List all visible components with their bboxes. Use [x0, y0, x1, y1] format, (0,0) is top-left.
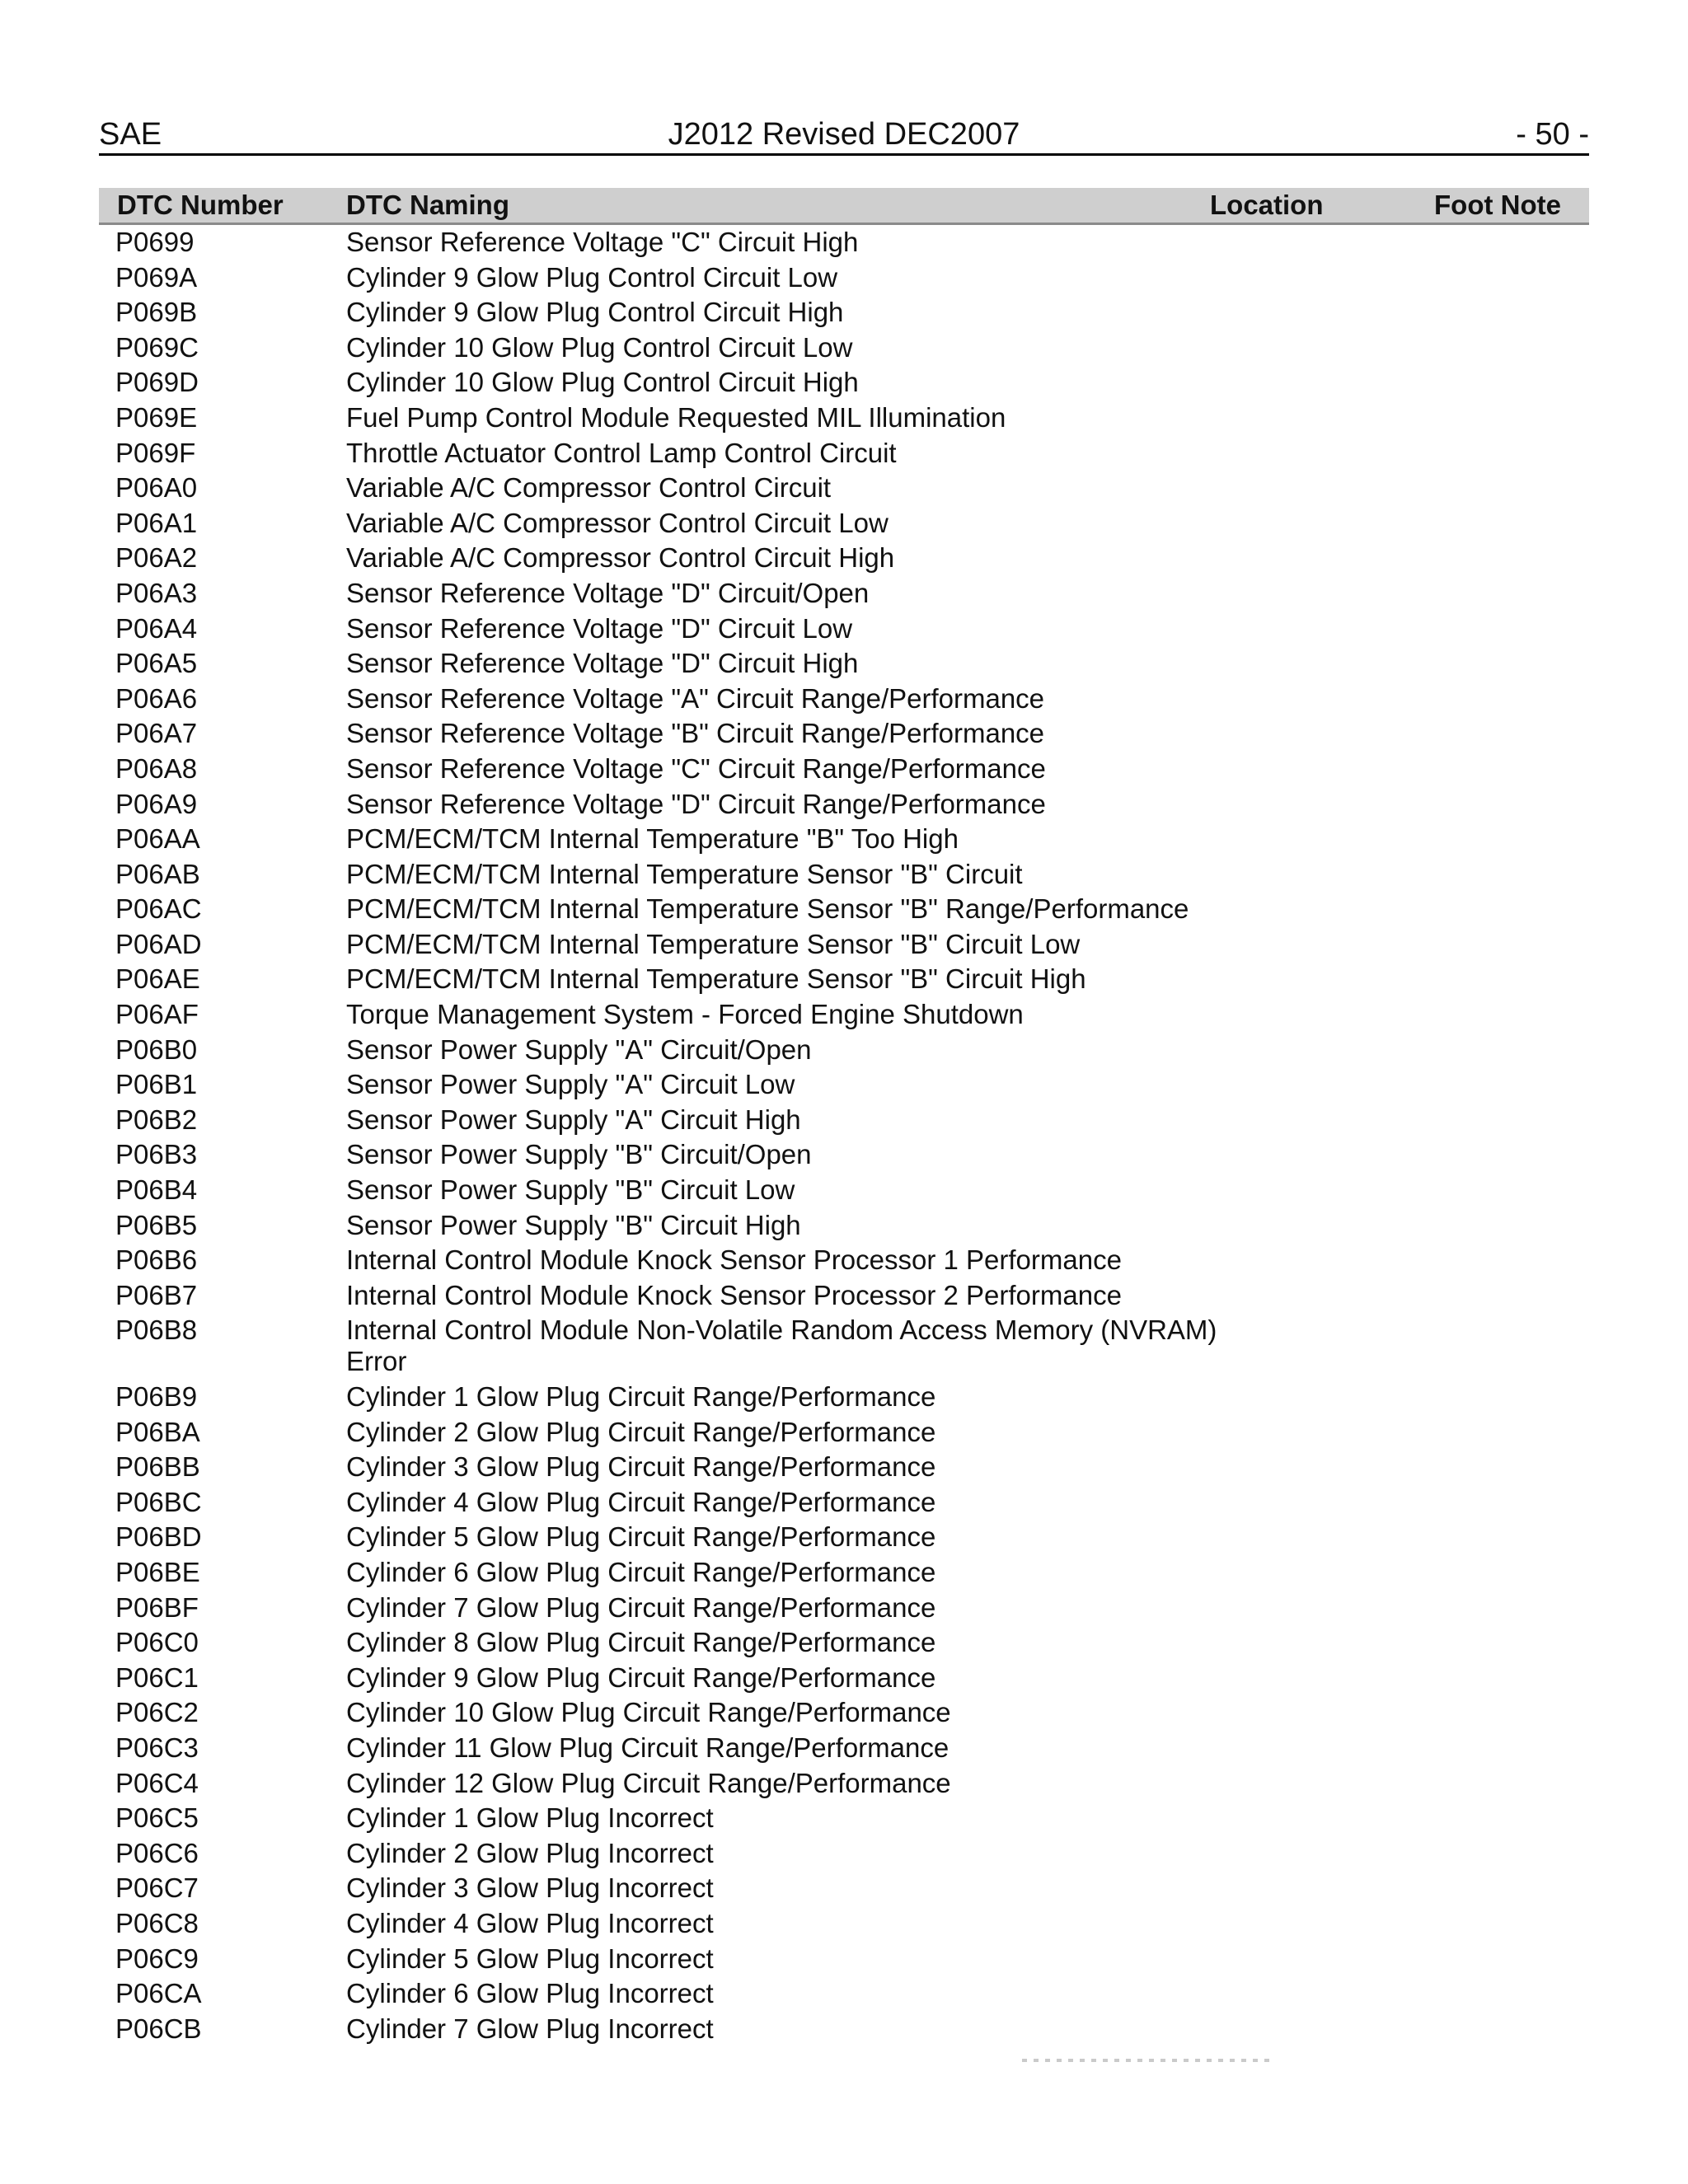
table-row [99, 962, 1589, 997]
dtc-number-cell: P06A9 [115, 788, 198, 819]
dtc-number-cell: P069C [115, 331, 199, 363]
table-row [99, 927, 1589, 963]
dtc-naming-cell: Sensor Reference Voltage "C" Circuit High [346, 227, 859, 257]
table-row [99, 225, 1589, 260]
dtc-number-cell: P06B5 [115, 1209, 198, 1240]
table-row [99, 716, 1589, 752]
table-row [99, 471, 1589, 506]
dtc-naming-cell: Cylinder 4 Glow Plug Circuit Range/Performance [346, 1486, 936, 1517]
dtc-number-cell: P069E [115, 401, 198, 433]
table-row [99, 892, 1589, 927]
table-row [99, 1695, 1589, 1731]
dtc-naming-cell: Cylinder 10 Glow Plug Control Circuit Low [346, 331, 853, 363]
table-row [99, 1766, 1589, 1802]
table-row [99, 822, 1589, 857]
table-row [99, 1520, 1589, 1555]
dtc-number-cell: P069A [115, 261, 198, 293]
dtc-number-cell: P069F [115, 437, 196, 468]
table-row [99, 401, 1589, 436]
table-row [99, 330, 1589, 366]
dtc-naming-cell: Sensor Power Supply "B" Circuit High [346, 1209, 801, 1240]
dtc-naming-cell: Fuel Pump Control Module Requested MIL Illumination [346, 401, 1006, 433]
dtc-naming-cell: PCM/ECM/TCM Internal Temperature Sensor "B" Circuit High [346, 963, 1086, 995]
dtc-number-cell: P06B8 [115, 1315, 198, 1346]
dtc-naming-cell: Cylinder 5 Glow Plug Circuit Range/Performance [346, 1521, 936, 1553]
dtc-number-cell: P06CA [115, 1978, 202, 2009]
dtc-naming-cell: Cylinder 2 Glow Plug Incorrect [346, 1837, 714, 1868]
dtc-naming-cell: Cylinder 7 Glow Plug Incorrect [346, 2013, 714, 2044]
column-header-location: Location [1210, 190, 1324, 220]
dtc-naming-cell: Cylinder 4 Glow Plug Incorrect [346, 1907, 714, 1938]
dtc-naming-cell: Cylinder 10 Glow Plug Circuit Range/Performance [346, 1697, 951, 1728]
dtc-number-cell: P06A8 [115, 752, 198, 784]
dtc-number-cell: P06BB [115, 1451, 200, 1483]
dtc-naming-cell: Torque Management System - Forced Engine Shutdown [346, 999, 1024, 1030]
table-row [99, 1836, 1589, 1872]
header-doc-title: J2012 Revised DEC2007 [668, 117, 1020, 152]
dtc-number-cell: P06C8 [115, 1907, 199, 1938]
table-row [99, 1906, 1589, 1942]
table-row [99, 576, 1589, 612]
dtc-number-cell: P06A3 [115, 577, 198, 608]
table-row [99, 1942, 1589, 1977]
table-row [99, 1871, 1589, 1906]
dtc-number-cell: P06A1 [115, 507, 198, 538]
table-row [99, 1801, 1589, 1836]
dtc-number-cell: P069B [115, 297, 198, 328]
dtc-naming-cell: Sensor Power Supply "B" Circuit Low [346, 1174, 795, 1206]
dtc-naming-cell: Internal Control Module Knock Sensor Processor 2 Performance [346, 1279, 1122, 1310]
dtc-number-cell: P06A2 [115, 542, 198, 574]
table-row [99, 1976, 1589, 2012]
dtc-number-cell: P06C4 [115, 1767, 199, 1798]
table-row [99, 1208, 1589, 1244]
dtc-naming-cell: Cylinder 3 Glow Plug Incorrect [346, 1872, 714, 1904]
table-row [99, 1450, 1589, 1485]
dtc-naming-cell: PCM/ECM/TCM Internal Temperature "B" Too High [346, 823, 959, 855]
dtc-naming-cell: Variable A/C Compressor Control Circuit [346, 472, 832, 504]
table-row [99, 1661, 1589, 1696]
table-row [99, 506, 1589, 541]
dtc-number-cell: P06B6 [115, 1244, 198, 1276]
dtc-number-cell: P06C0 [115, 1627, 199, 1658]
dtc-naming-cell: PCM/ECM/TCM Internal Temperature Sensor "B" Circuit Low [346, 928, 1081, 959]
dtc-table-body [99, 225, 1589, 2046]
table-row [99, 1415, 1589, 1451]
dtc-number-cell: P06C1 [115, 1661, 199, 1693]
dtc-naming-cell: Internal Control Module Non-Volatile Random Access Memory (NVRAM) Error [346, 1315, 1217, 1377]
dtc-naming-cell: Variable A/C Compressor Control Circuit Low [346, 507, 889, 538]
dtc-number-cell: P06C3 [115, 1732, 199, 1763]
table-row [99, 1625, 1589, 1661]
dtc-number-cell: P06CB [115, 2013, 202, 2044]
table-row [99, 857, 1589, 893]
dtc-naming-cell: Variable A/C Compressor Control Circuit High [346, 542, 895, 574]
dtc-naming-cell: PCM/ECM/TCM Internal Temperature Sensor "B" Circuit [346, 858, 1023, 889]
dtc-number-cell: P06C6 [115, 1837, 199, 1868]
dtc-naming-cell: Cylinder 1 Glow Plug Incorrect [346, 1802, 714, 1834]
table-row [99, 365, 1589, 401]
dtc-number-cell: P06A4 [115, 612, 198, 644]
dtc-number-cell: P06B1 [115, 1069, 198, 1100]
column-header-dtc-naming: DTC Naming [346, 190, 509, 220]
column-header-foot-note: Foot Note [1434, 190, 1561, 220]
dtc-number-cell: P06BA [115, 1416, 200, 1447]
dtc-number-cell: P06C2 [115, 1697, 199, 1728]
dtc-number-cell: P06BC [115, 1486, 202, 1517]
dtc-number-cell: P06C5 [115, 1802, 199, 1834]
dtc-naming-cell: Cylinder 2 Glow Plug Circuit Range/Performance [346, 1416, 936, 1447]
dtc-number-cell: P06AC [115, 893, 202, 925]
dtc-naming-cell: Cylinder 3 Glow Plug Circuit Range/Performance [346, 1451, 936, 1483]
dtc-naming-cell: Sensor Reference Voltage "D" Circuit Range/Performance [346, 788, 1046, 819]
table-row [99, 1313, 1589, 1380]
dtc-number-cell: P06A7 [115, 718, 198, 749]
dtc-naming-cell: Sensor Reference Voltage "A" Circuit Range/Performance [346, 682, 1045, 714]
dtc-naming-cell: Cylinder 9 Glow Plug Control Circuit High [346, 297, 844, 328]
table-row [99, 1731, 1589, 1766]
header-page-number: - 50 - [1516, 117, 1589, 152]
dtc-number-cell: P06BE [115, 1556, 200, 1587]
dtc-naming-cell: Internal Control Module Knock Sensor Processor 1 Performance [346, 1244, 1122, 1276]
dtc-number-cell: P06AA [115, 823, 200, 855]
table-row [99, 997, 1589, 1033]
dtc-number-cell: P06AF [115, 999, 199, 1030]
table-row [99, 260, 1589, 296]
table-row [99, 1033, 1589, 1068]
dtc-naming-cell: Sensor Reference Voltage "D" Circuit/Open [346, 577, 870, 608]
dtc-number-cell: P0699 [115, 227, 195, 257]
dtc-number-cell: P06B9 [115, 1381, 198, 1412]
table-row [99, 646, 1589, 682]
dtc-naming-cell: Cylinder 9 Glow Plug Control Circuit Low [346, 261, 838, 293]
page-header [99, 115, 1589, 156]
dtc-naming-cell: Sensor Reference Voltage "D" Circuit High [346, 648, 859, 679]
dtc-naming-cell: Sensor Power Supply "A" Circuit/Open [346, 1033, 812, 1065]
table-row [99, 1137, 1589, 1173]
table-row [99, 436, 1589, 471]
dtc-naming-cell: Sensor Power Supply "A" Circuit High [346, 1104, 801, 1135]
dtc-naming-cell: Cylinder 11 Glow Plug Circuit Range/Performance [346, 1732, 950, 1763]
scan-artifact [1022, 2059, 1269, 2062]
dtc-naming-cell: Sensor Reference Voltage "B" Circuit Range/Performance [346, 718, 1045, 749]
table-row [99, 1103, 1589, 1138]
header-org: SAE [99, 117, 162, 152]
dtc-number-cell: P06B3 [115, 1139, 198, 1170]
table-row [99, 1243, 1589, 1278]
dtc-naming-cell: Cylinder 12 Glow Plug Circuit Range/Performance [346, 1767, 951, 1798]
table-row [99, 2012, 1589, 2047]
dtc-number-cell: P06AB [115, 858, 200, 889]
table-row [99, 612, 1589, 647]
dtc-naming-cell: Cylinder 6 Glow Plug Incorrect [346, 1978, 714, 2009]
dtc-naming-cell: Cylinder 6 Glow Plug Circuit Range/Performance [346, 1556, 936, 1587]
dtc-number-cell: P06BD [115, 1521, 202, 1553]
dtc-naming-cell: Sensor Power Supply "A" Circuit Low [346, 1069, 795, 1100]
dtc-naming-cell: Cylinder 10 Glow Plug Control Circuit High [346, 367, 859, 398]
dtc-number-cell: P06C7 [115, 1872, 199, 1904]
table-row [99, 1555, 1589, 1591]
dtc-naming-cell: Cylinder 9 Glow Plug Circuit Range/Performance [346, 1661, 936, 1693]
dtc-naming-cell: Sensor Reference Voltage "C" Circuit Range/Performance [346, 752, 1046, 784]
dtc-naming-cell: Cylinder 1 Glow Plug Circuit Range/Performance [346, 1381, 936, 1412]
dtc-naming-cell: Cylinder 8 Glow Plug Circuit Range/Performance [346, 1627, 936, 1658]
dtc-naming-cell: PCM/ECM/TCM Internal Temperature Sensor "B" Range/Performance [346, 893, 1189, 925]
table-row [99, 787, 1589, 823]
table-row [99, 1380, 1589, 1415]
dtc-number-cell: P06BF [115, 1591, 199, 1623]
table-row [99, 541, 1589, 576]
dtc-number-cell: P06A6 [115, 682, 198, 714]
dtc-number-cell: P06B4 [115, 1174, 198, 1206]
table-row [99, 1173, 1589, 1208]
table-row [99, 1278, 1589, 1314]
dtc-number-cell: P06B7 [115, 1279, 198, 1310]
dtc-number-cell: P06C9 [115, 1943, 199, 1974]
table-row [99, 295, 1589, 330]
dtc-naming-cell: Throttle Actuator Control Lamp Control Circuit [346, 437, 897, 468]
column-header-dtc-number: DTC Number [117, 190, 284, 220]
dtc-number-cell: P06A5 [115, 648, 198, 679]
dtc-number-cell: P06AD [115, 928, 202, 959]
dtc-number-cell: P06A0 [115, 472, 198, 504]
table-row [99, 1485, 1589, 1521]
dtc-naming-cell: Sensor Reference Voltage "D" Circuit Low [346, 612, 853, 644]
dtc-number-cell: P069D [115, 367, 199, 398]
dtc-naming-cell: Cylinder 7 Glow Plug Circuit Range/Performance [346, 1591, 936, 1623]
dtc-naming-cell: Cylinder 5 Glow Plug Incorrect [346, 1943, 714, 1974]
table-row [99, 1067, 1589, 1103]
table-row [99, 1591, 1589, 1626]
table-row [99, 752, 1589, 787]
dtc-number-cell: P06B0 [115, 1033, 198, 1065]
table-header [99, 188, 1589, 225]
table-row [99, 682, 1589, 717]
dtc-number-cell: P06B2 [115, 1104, 198, 1135]
dtc-number-cell: P06AE [115, 963, 200, 995]
dtc-naming-cell: Sensor Power Supply "B" Circuit/Open [346, 1139, 812, 1170]
